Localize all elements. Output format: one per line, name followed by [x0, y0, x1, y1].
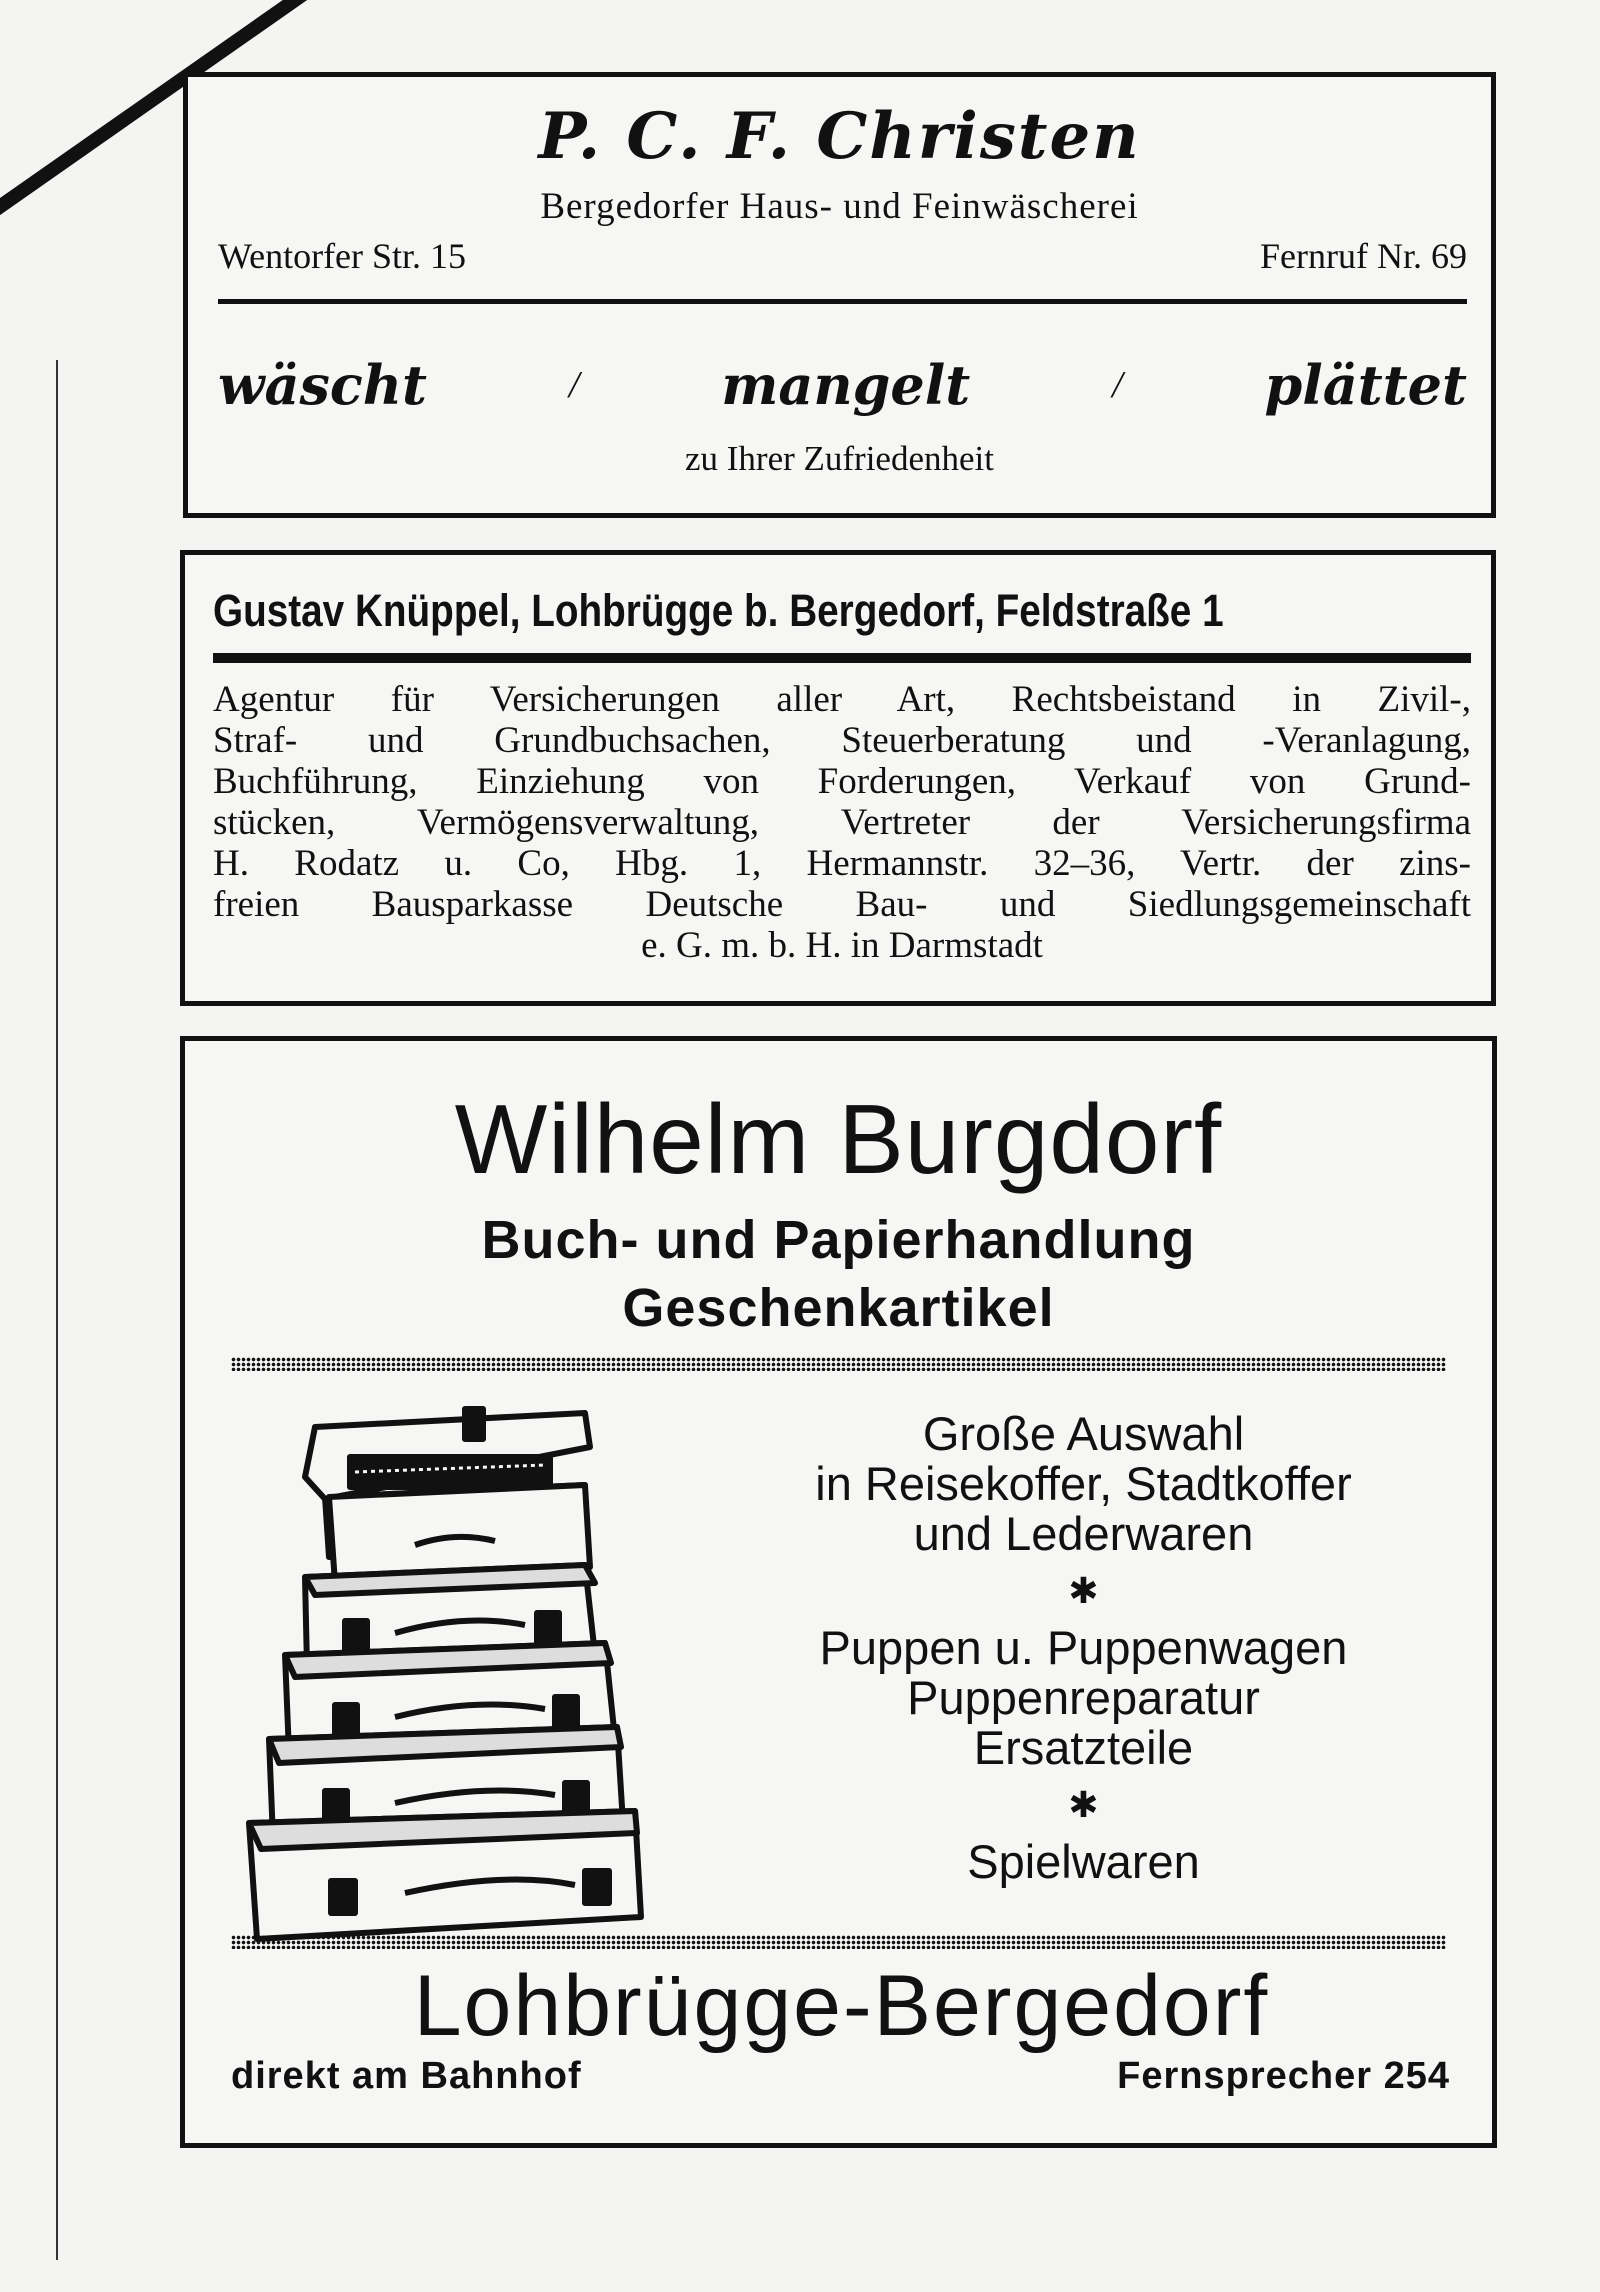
- body-line: Agentur für Versicherungen aller Art, Rechtsbeistand in Zivil-,: [213, 679, 1471, 720]
- body-line: e. G. m. b. H. in Darmstadt: [641, 925, 1043, 966]
- ad-christen-divider: [218, 299, 1467, 304]
- ad-christen-tagline: zu Ihrer Zufriedenheit: [684, 439, 994, 478]
- star-icon: ✱: [1068, 1784, 1099, 1825]
- body-line: freien Bausparkasse Deutsche Bau- und Siedlungsgemeinschaft: [213, 884, 1471, 925]
- ad-burgdorf-subtitle-2: Geschenkartikel: [622, 1278, 1055, 1338]
- offer-line: Große Auswahl: [922, 1407, 1245, 1460]
- offer-line: und Lederwaren: [913, 1507, 1254, 1560]
- offer-line: Puppenreparatur: [907, 1671, 1260, 1724]
- ad-christen-address: Wentorfer Str. 15: [218, 236, 467, 276]
- ad-burgdorf-town: Lohbrügge-Bergedorf: [413, 1958, 1270, 2054]
- service-washing: wäscht: [218, 353, 427, 417]
- body-line: H. Rodatz u. Co, Hbg. 1, Hermannstr. 32–36, Vertr. der zins-: [213, 843, 1471, 884]
- body-line: Buchführung, Einziehung von Forderungen, Verkauf von Grund-: [213, 761, 1471, 802]
- ad-knueppel-body: [213, 679, 1471, 966]
- service-separator: /: [568, 364, 580, 406]
- service-separator: /: [1112, 364, 1123, 406]
- offer-line: in Reisekoffer, Stadtkoffer: [815, 1457, 1352, 1510]
- service-mangling: mangelt: [721, 353, 971, 417]
- ad-christen-subtitle: Bergedorfer Haus- und Feinwäscherei: [540, 186, 1139, 227]
- ad-christen-services: [218, 345, 1467, 425]
- ad-burgdorf-subtitle: Buch- und Papierhandlung: [481, 1210, 1196, 1270]
- dotted-divider-bottom: [231, 1935, 1446, 1949]
- body-line: Straf- und Grundbuchsachen, Steuerberatung und -Veranlagung,: [213, 720, 1471, 761]
- luggage-stack-icon: [245, 1387, 685, 1957]
- ad-burgdorf-location: direkt am Bahnhof: [231, 2055, 582, 2097]
- ad-burgdorf: [180, 1036, 1497, 2148]
- offer-line: Puppen u. Puppenwagen: [819, 1621, 1348, 1674]
- ad-knueppel-divider: [213, 653, 1471, 663]
- ad-burgdorf-phone: Fernsprecher 254: [1117, 2055, 1450, 2097]
- ad-knueppel-heading: Gustav Knüppel, Lohbrügge b. Bergedorf, Feldstraße 1: [213, 585, 1224, 636]
- ad-christen-phone: Fernruf Nr. 69: [1260, 236, 1467, 276]
- ad-burgdorf-name: Wilhelm Burgdorf: [454, 1084, 1223, 1194]
- body-line: stücken, Vermögensverwaltung, Vertreter der Versicherungsfirma: [213, 802, 1471, 843]
- dotted-divider-top: [231, 1357, 1446, 1371]
- offer-line: Spielwaren: [967, 1835, 1200, 1888]
- ad-christen: [183, 72, 1496, 518]
- left-margin-rule: [56, 360, 58, 2260]
- ad-knueppel: [180, 550, 1496, 1006]
- star-icon: ✱: [1068, 1570, 1099, 1611]
- offer-line: Ersatzteile: [973, 1721, 1194, 1774]
- ad-burgdorf-offers: [705, 1409, 1462, 1887]
- ad-christen-name: P. C. F. Christen: [538, 99, 1141, 174]
- service-ironing: plättet: [1264, 353, 1467, 417]
